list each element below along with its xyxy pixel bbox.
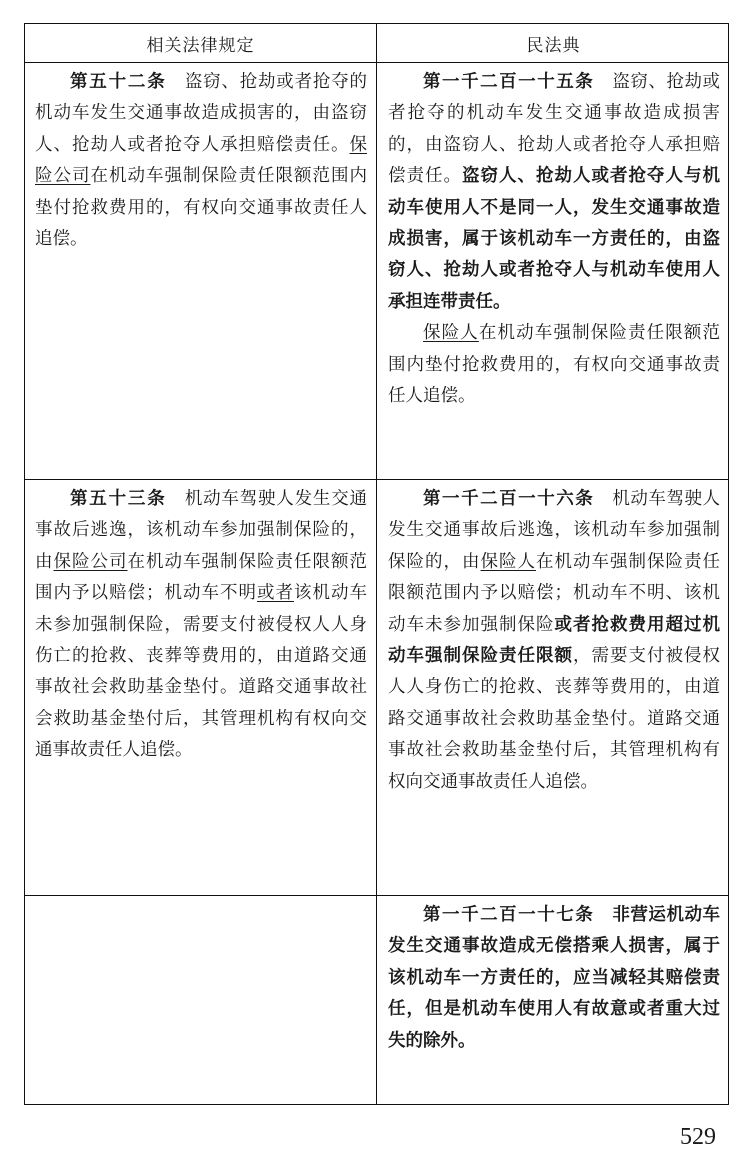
article-number: 第五十二条 — [70, 72, 167, 92]
page-number: 529 — [680, 1124, 716, 1150]
row3-right-text — [388, 900, 720, 1057]
row2-right-text — [388, 484, 720, 798]
row1-right-cell — [388, 67, 720, 412]
underlined-term: 或者 — [257, 583, 294, 604]
article-text: 在机动车强制保险责任限额范围内垫付抢救费用的，有权向交通事故责任人追偿。 — [388, 323, 721, 407]
added-text-bold: 或者抢救费用超过机动车强制保险责任限额 — [388, 614, 720, 667]
underlined-term: 保险人 — [423, 323, 479, 344]
article-text: 在机动车强制保险责任限额范围内予以赔偿；机动车不明 — [35, 551, 367, 604]
article-number: 第一千二百一十七条 — [423, 905, 595, 925]
row-divider-2 — [25, 895, 728, 896]
row1-right-para1 — [388, 67, 720, 318]
header-related-laws: 相关法律规定 — [146, 35, 255, 56]
row2-right-cell — [388, 484, 720, 798]
article-text: 机动车驾驶人发生交通事故后逃逸，该机动车参加强制保险的，由 — [35, 489, 368, 572]
column-divider — [376, 24, 377, 1104]
article-text: 机动车驾驶人发生交通事故后逃逸，该机动车参加强制保险的，由 — [388, 489, 721, 572]
article-text: 在机动车强制保险责任限额范围内予以赔偿；机动车不明、该机动车未参加强制保险 — [388, 551, 720, 635]
row-divider-1 — [25, 479, 728, 480]
row1-right-para2 — [388, 318, 720, 412]
added-text-bold: 非营运机动车发生交通事故造成无偿搭乘人损害，属于该机动车一方责任的，应当减轻其赔偿责任，但是机动车使用人有故意或者重大过失的除外。 — [388, 905, 721, 1051]
header-civil-code: 民法典 — [526, 35, 581, 56]
added-text-bold: 盗窃人、抢劫人或者抢夺人与机动车使用人不是同一人，发生交通事故造成损害，属于该机动车一方责任的，由盗窃人、抢劫人或者抢夺人与机动车使用人承担连带责任。 — [388, 166, 720, 312]
article-number: 第五十三条 — [70, 489, 167, 509]
article-text: 该机动车未参加强制保险，需要支付被侵权人人身伤亡的抢救、丧葬等费用的，由道路交通事故社会救助基金垫付。道路交通事故社会救助基金垫付后，其管理机构有权向交通事故责任人追偿。 — [35, 583, 367, 761]
article-text: 在机动车强制保险责任限额范围内垫付抢救费用的，有权向交通事故责任人追偿。 — [35, 166, 367, 250]
header-divider — [25, 62, 728, 63]
article-text: 盗窃、抢劫或者抢夺的机动车发生交通事故造成损害的，由盗窃人、抢劫人或者抢夺人承担赔偿责任。 — [388, 72, 721, 187]
article-number: 第一千二百一十六条 — [423, 489, 595, 509]
article-number: 第一千二百一十五条 — [423, 72, 595, 92]
comparison-table — [24, 23, 729, 1105]
row1-left-text — [35, 67, 367, 255]
article-text: 盗窃、抢劫或者抢夺的机动车发生交通事故造成损害的，由盗窃人、抢劫人或者抢夺人承担赔偿责任。 — [35, 72, 368, 155]
row1-left-cell — [35, 67, 367, 255]
row2-left-cell — [35, 484, 367, 767]
underlined-term: 保险人 — [480, 551, 536, 572]
article-text: ，需要支付被侵权人人身伤亡的抢救、丧葬等费用的，由道路交通事故社会救助基金垫付。道路交通事故社会救助基金垫付后，其管理机构有权向交通事故责任人追偿。 — [388, 646, 720, 792]
underlined-term: 保险公司 — [35, 134, 367, 187]
row2-left-text — [35, 484, 367, 767]
row3-right-cell — [388, 900, 720, 1057]
underlined-term: 保险公司 — [53, 551, 128, 572]
